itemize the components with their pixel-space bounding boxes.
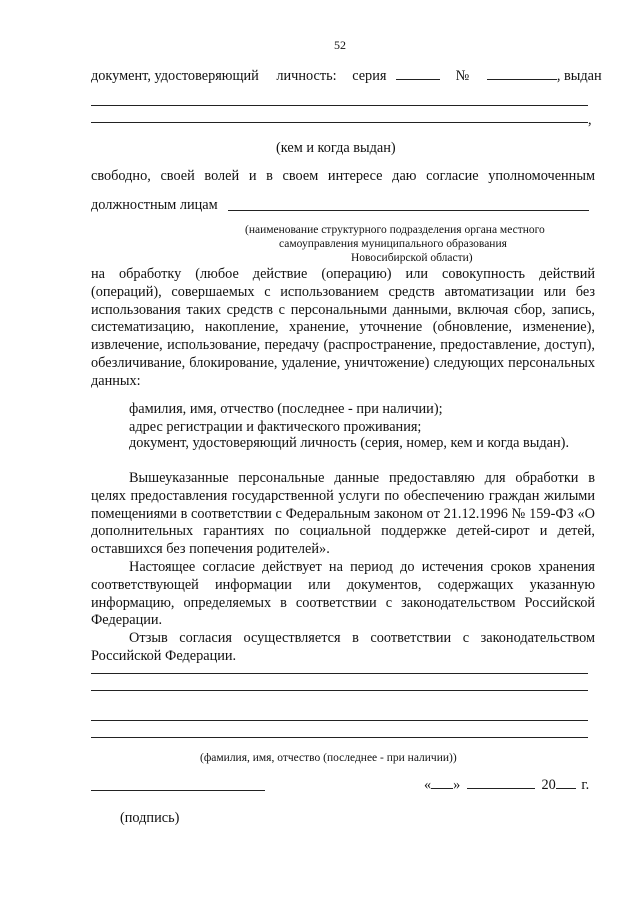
issuer-blank-line-1[interactable] — [91, 105, 588, 106]
date-field — [424, 777, 589, 793]
month-blank[interactable] — [467, 787, 535, 789]
id-document-label: документ, удостоверяющий — [91, 68, 259, 84]
year-prefix: 20 — [541, 777, 556, 793]
year-blank[interactable] — [556, 787, 576, 789]
series-blank[interactable] — [396, 78, 440, 80]
org-hint-line-3: Новосибирской области) — [351, 252, 473, 264]
id-identity-label: личность: — [276, 68, 337, 84]
number-blank[interactable] — [487, 78, 557, 80]
day-blank[interactable] — [431, 787, 453, 789]
id-series-label: серия — [352, 68, 387, 84]
data-item-document: документ, удостоверяющий личность (серия, номер, кем и когда выдан). — [129, 435, 570, 451]
org-hint-line-1: (наименование структурного подразделения органа местного — [245, 224, 545, 236]
name-blank-line-1[interactable] — [91, 673, 588, 674]
id-number-label: № — [455, 68, 470, 84]
officials-blank-line[interactable] — [228, 210, 589, 211]
validity-paragraph: Настоящее согласие действует на период до истечения сроков хранения соответствующей информации или документов, содержащих указанную информацию, определяемых в соответствии с законодательством Российской Федерации. — [91, 559, 595, 629]
id-document-line — [91, 68, 602, 84]
revocation-paragraph: Отзыв согласия осуществляется в соответствии с законодательством Российской Федерации. — [91, 630, 595, 664]
consent-line: свободно, своей волей и в своем интересе даю согласие уполномоченным — [91, 168, 595, 184]
signature-blank-line[interactable] — [91, 790, 265, 791]
officials-label: должностным лицам — [91, 197, 218, 213]
id-issued-label: , выдан — [556, 68, 602, 84]
purpose-paragraph: Вышеуказанные персональные данные предоставляю для обработки в целях предоставления государственной услуги по обеспечению граждан жилыми помещениями в соответствии с Федеральным законом от 21.12.1996 № 159-ФЗ «О дополнительных гарантиях по социальной поддержке детей-сирот и детей, оставшихся без попечения родителей». — [91, 470, 595, 557]
name-blank-line-3[interactable] — [91, 720, 588, 721]
full-name-hint: (фамилия, имя, отчество (последнее - при наличии)) — [200, 752, 457, 764]
issuer-blank-line-2[interactable] — [91, 122, 588, 123]
year-suffix: г. — [581, 777, 590, 793]
date-close-quote: » — [453, 777, 461, 793]
processing-paragraph: на обработку (любое действие (операцию) или совокупность действий (операций), совершаемых с использованием средств автоматизации или без использования таких средств с персональными данными, включая сбор, запись, систематизацию, накопление, хранение, уточнение (обновление, изменение), извлечение, использование, передачу (распространение, предоставление, доступ), обезличивание, блокирование, удаление, уничтожение) следующих персональных данных: — [91, 266, 595, 389]
issued-by-hint: (кем и когда выдан) — [276, 140, 396, 156]
name-blank-line-4[interactable] — [91, 737, 588, 738]
data-item-name: фамилия, имя, отчество (последнее - при наличии); — [129, 401, 443, 417]
org-hint-line-2: самоуправления муниципального образования — [279, 238, 507, 250]
date-open-quote: « — [424, 777, 432, 793]
page-number: 52 — [334, 38, 346, 52]
name-blank-line-2[interactable] — [91, 690, 588, 691]
data-item-address: адрес регистрации и фактического проживания; — [129, 419, 422, 435]
issuer-line-comma: , — [588, 112, 592, 128]
signature-hint: (подпись) — [120, 810, 180, 826]
